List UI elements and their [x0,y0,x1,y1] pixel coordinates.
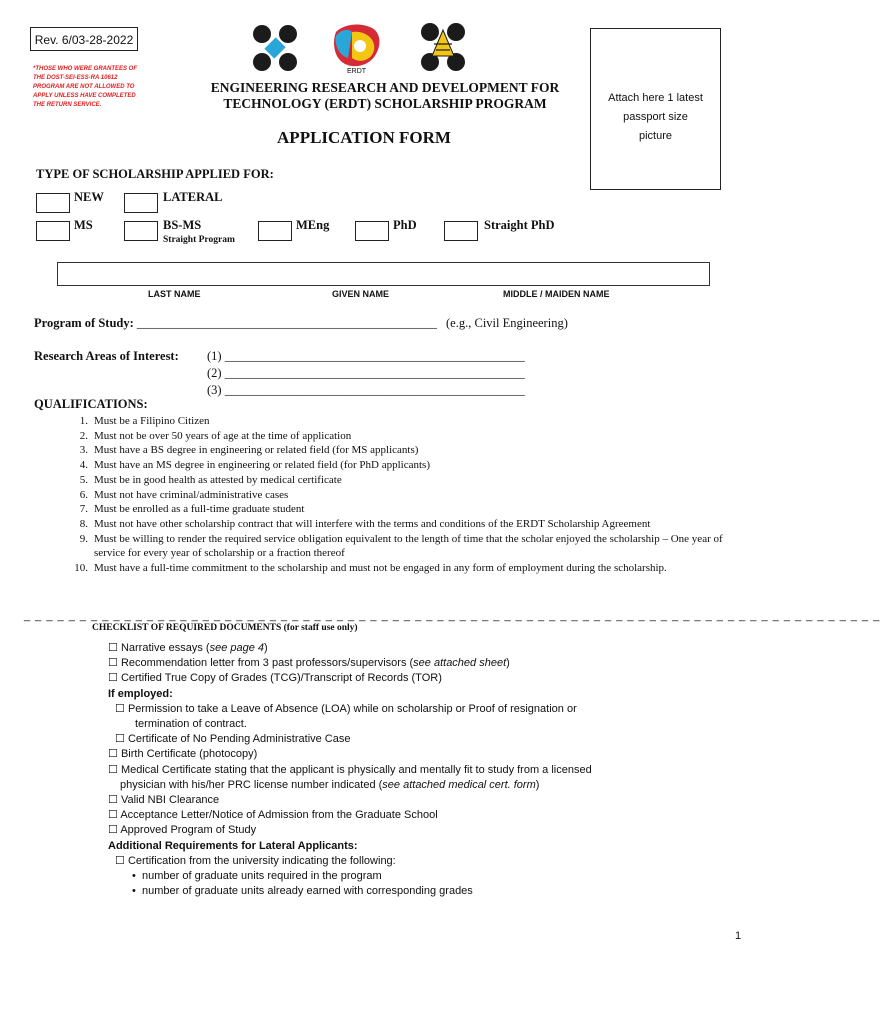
checklist-text: Narrative essays ( [120,642,210,654]
bsms-checkbox[interactable] [124,221,158,241]
checklist-item-loa [108,702,592,717]
checkbox-icon[interactable]: ☐ [115,702,125,715]
qualification-item [60,414,740,429]
checkbox-icon[interactable]: ☐ [115,854,125,867]
bullet-item-units-earned [108,884,592,899]
if-employed-label: If employed: [108,687,173,700]
research-area-field-2[interactable]: (2) ________________________________________________ [207,366,525,380]
qualification-text: Must not be over 50 years of age at the time of application [94,429,352,442]
checkbox-icon[interactable]: ☐ [108,672,118,685]
grantee-note: *THOSE WHO WERE GRANTEES OF THE DOST-SEI-ESS-RA 10612 PROGRAM ARE NOT ALLOWED TO APPLY UNLESS HAVE COMPLETED THE RETURN SERVICE. [33,66,138,108]
dost-sei-logo [421,23,465,71]
checkbox-icon[interactable]: ☐ [108,809,118,822]
checkbox-icon[interactable]: ☐ [108,748,118,761]
qualification-item [60,458,740,473]
checklist-text: ) [506,657,510,670]
qualifications-list [60,414,740,576]
program-of-study-label: Program of Study: [34,316,134,330]
checklist-title: CHECKLIST OF REQUIRED DOCUMENTS (for staff use only) [92,623,358,633]
checklist-text: Certified True Copy of Grades (TCG)/Transcript of Records (TOR) [120,672,442,685]
checkbox-icon[interactable]: ☐ [108,657,118,670]
checkbox-icon[interactable]: ☐ [108,642,118,654]
program-title-line1: ENGINEERING RESEARCH AND DEVELOPMENT FOR [210,80,560,95]
checklist-text: Recommendation letter from 3 past professors/supervisors ( [120,657,414,670]
checklist-text: ) [535,778,540,791]
ms-checkbox[interactable] [36,221,70,241]
qualification-number: 1. [79,415,88,427]
photo-line2: passport size [623,111,688,123]
checklist-item-birth-cert [108,747,592,762]
middle-name-label: MIDDLE / MAIDEN NAME [503,289,610,299]
qualification-text: Must have a full-time commitment to the scholarship and must not be engaged in any form of employment during the scholarship. [94,562,667,575]
qualification-number: 4. [79,459,88,472]
bullet-icon: • [132,885,136,898]
qualification-item [60,429,740,444]
qualification-item [60,532,740,561]
qualification-item [60,473,740,488]
checklist-item-no-admin-case [108,732,592,747]
ms-label: MS [74,218,93,232]
last-name-label: LAST NAME [148,289,201,299]
phd-label: PhD [393,218,417,232]
checklist-item-acceptance [108,808,592,823]
research-area-field-3[interactable]: (3) ________________________________________________ [207,383,525,397]
program-of-study-field[interactable]: ________________________________________________ [136,316,437,330]
logo-strip [248,22,560,82]
logo-caption: ERDT [347,68,367,75]
qualification-item [60,488,740,503]
phd-checkbox[interactable] [355,221,389,241]
program-title [180,80,590,112]
qualification-number: 5. [79,473,88,486]
straight-phd-label: Straight PhD [484,218,555,232]
checklist-text: Certificate of No Pending Administrative Case [127,733,351,746]
new-label: NEW [74,190,104,204]
cut-line-separator: _ _ _ _ _ _ _ _ _ _ _ _ _ _ _ _ _ _ _ _ _ _ _ _ _ _ _ _ _ _ _ _ _ _ _ _ _ _ _ _ _ _ _ _ _ _ _ _ _ _ _ _ _ _ _ _ _ _ _ _ _ _ _ _ _ _ _ _ _ _ _ _ _ _ _ _ _ [24,610,880,622]
checklist-list [108,641,592,899]
qualification-number: 7. [79,503,88,516]
checklist-text: Certification from the university indicating the following: [127,854,396,867]
checklist-item-recommendation [108,656,592,671]
qualification-number: 3. [79,444,88,457]
checklist-text: Medical Certificate stating that the applicant is physically and mentally fit to study from a licensed [120,763,592,776]
bsms-sublabel: Straight Program [163,235,235,245]
qualification-text: Must have a BS degree in engineering or related field (for MS applicants) [94,444,419,457]
checkbox-icon[interactable]: ☐ [108,824,118,837]
photo-box[interactable] [590,28,721,190]
checklist-text: Valid NBI Clearance [120,794,220,807]
qualification-text: Must be in good health as attested by medical certificate [94,473,342,486]
qualification-item [60,517,740,532]
qualification-number: 8. [79,517,88,530]
checklist-item-medical-cert [108,763,592,778]
checklist-item-nbi [108,793,592,808]
checklist-item-medical-cert-cont [108,778,592,793]
checklist-text: physician with his/her PRC license number indicated ( [120,778,383,791]
qualification-text: Must have an MS degree in engineering or related field (for PhD applicants) [94,459,431,472]
checklist-text: Permission to take a Leave of Absence (LOA) while on scholarship or Proof of resignation or [127,702,577,715]
qualification-text: Must be a Filipino Citizen [94,415,210,427]
checklist-item-program-of-study [108,823,592,838]
photo-line3: picture [638,130,673,142]
scholarship-type-title: TYPE OF SCHOLARSHIP APPLIED FOR: [36,167,274,181]
revision-label: Rev. 6/03-28-2022 [30,27,138,51]
qualification-text: Must not have other scholarship contract that will interfere with the terms and conditions of the ERDT Scholarship Agreement [94,517,651,530]
bullet-text: number of graduate units already earned with corresponding grades [141,885,473,898]
lateral-requirements-label: Additional Requirements for Lateral Applicants: [108,839,358,852]
checklist-text: ) [264,642,268,654]
checklist-text: Acceptance Letter/Notice of Admission from the Graduate School [120,809,438,822]
new-checkbox[interactable] [36,193,70,213]
page-number: 1 [735,930,742,942]
program-of-study-row [34,316,568,331]
lateral-checkbox[interactable] [124,193,158,213]
qualification-number: 2. [79,429,88,442]
qualification-text: Must not have criminal/administrative cases [94,488,289,501]
checklist-item-essays [108,641,592,656]
qualification-text: Must be enrolled as a full-time graduate student [94,503,305,516]
form-title: APPLICATION FORM [277,128,451,147]
checklist-text-em: see page 4 [209,642,265,654]
bsms-label: BS-MS [163,218,202,232]
qualification-number: 6. [79,488,88,501]
lateral-label: LATERAL [163,190,223,204]
erdt-logo [334,25,379,67]
checklist-item-certification [108,854,592,869]
program-title-line2: TECHNOLOGY (ERDT) SCHOLARSHIP PROGRAM [223,96,547,111]
checklist-item-loa-cont: termination of contract. [135,718,247,731]
name-input-box[interactable] [57,262,710,286]
qualification-item [60,502,740,517]
research-areas-label: Research Areas of Interest: [34,349,179,363]
checkbox-icon[interactable]: ☐ [108,794,118,807]
bullet-icon: • [132,870,136,883]
checklist-text: Birth Certificate (photocopy) [120,748,258,761]
qualification-number: 9. [79,532,88,545]
program-example: (e.g., Civil Engineering) [446,316,568,330]
photo-line1: Attach here 1 latest [608,92,703,104]
checklist-item-grades [108,671,592,686]
checkbox-icon[interactable]: ☐ [108,763,118,776]
checklist-text-em: see attached sheet [413,657,507,670]
dost-logo [253,25,297,71]
qualification-item [60,561,740,576]
bullet-text: number of graduate units required in the program [141,870,382,883]
qualification-item [60,443,740,458]
given-name-label: GIVEN NAME [332,289,390,299]
checklist-text: Approved Program of Study [120,824,257,837]
checkbox-icon[interactable]: ☐ [115,733,125,746]
qualification-text: Must be willing to render the required service obligation equivalent to the length of time that the scholar enjoyed the scholarship – One year of service for every year of scholarship or a fraction thereof [94,532,723,560]
research-area-field-1[interactable]: (1) ________________________________________________ [207,349,525,363]
checklist-text-em: see attached medical cert. form [382,778,536,791]
qualifications-title: QUALIFICATIONS: [34,397,148,411]
straight-phd-checkbox[interactable] [444,221,478,241]
meng-checkbox[interactable] [258,221,292,241]
qualification-number: 10. [74,562,88,575]
bullet-item-units-required [108,869,592,884]
meng-label: MEng [296,218,330,232]
